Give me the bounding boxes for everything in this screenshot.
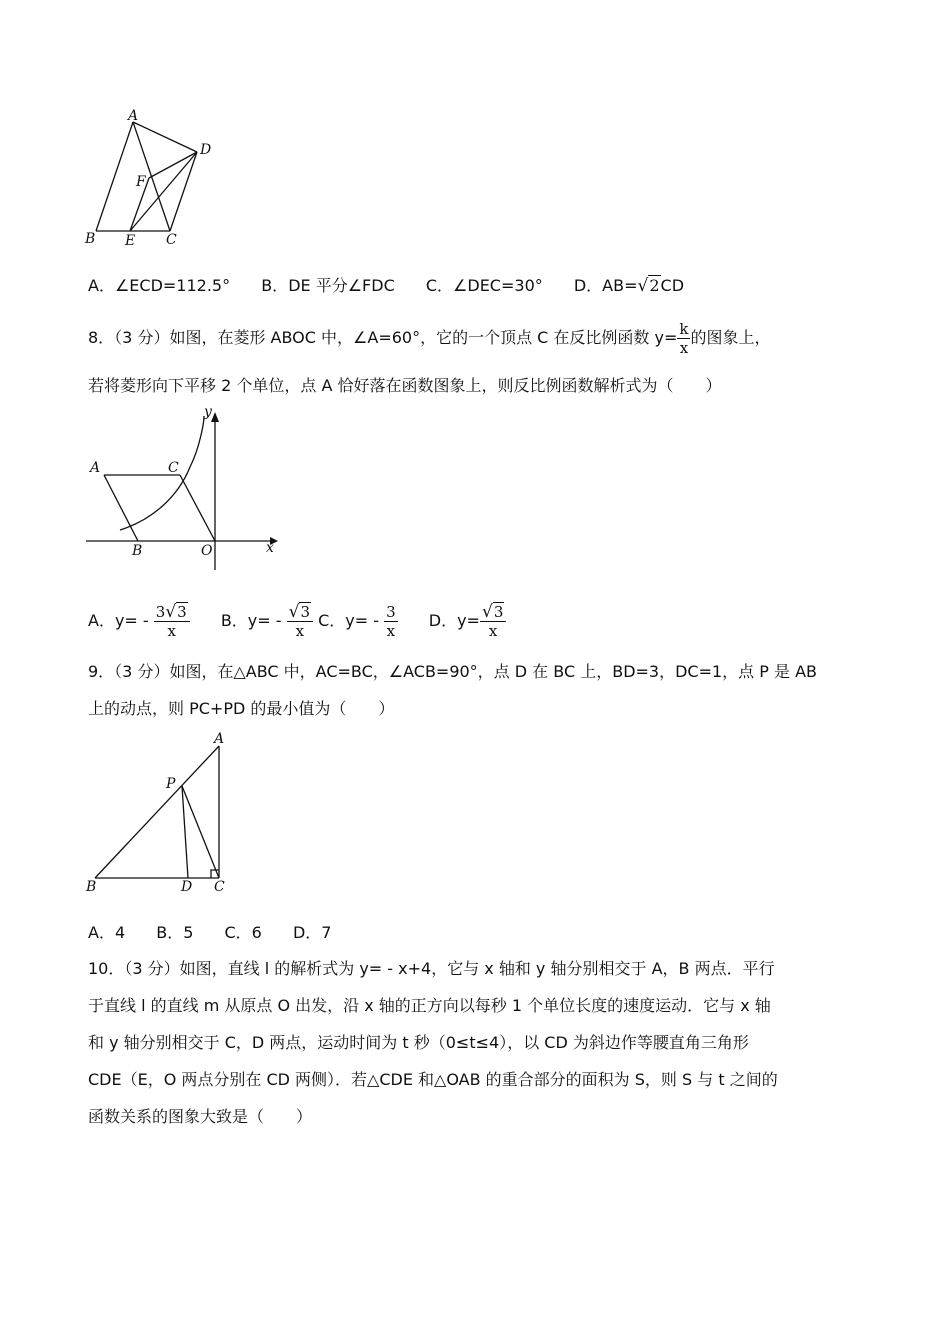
q9-segment-ab [95, 746, 219, 878]
q10-line-5: 函数关系的图象大致是（ ） [88, 1107, 313, 1126]
q7-segment-ab [96, 122, 133, 231]
q7-label-f: F [136, 174, 146, 190]
q8-label-b: B [132, 543, 143, 559]
q9-label-b: B [86, 879, 97, 895]
q9-line-2: 上的动点，则 PC+PD 的最小值为（ ） [88, 699, 395, 718]
q7-option-b: B．DE 平分∠FDC [261, 276, 395, 295]
q8-label-a: A [90, 460, 101, 476]
q7-label-d: D [200, 142, 212, 158]
q7-segment-ad [133, 122, 197, 152]
q8-line-2: 若将菱形向下平移 2 个单位，点 A 恰好落在函数图象上，则反比例函数解析式为（ ） [88, 376, 722, 395]
q9-options [88, 921, 331, 945]
q7-label-c: C [166, 232, 177, 248]
q8-label-o: O [201, 543, 213, 559]
q9-label-c: C [214, 879, 225, 895]
q9-option-d: D．7 [292, 923, 332, 942]
q7-option-d: D．AB=√2CD [573, 276, 685, 296]
q8-option-c: C．y= - $\frac{3}{x}$ [318, 603, 396, 640]
q7-label-a: A [128, 108, 139, 124]
q9-label-p: P [166, 776, 176, 792]
q10-line-4: CDE（E，O 两点分别在 CD 两侧）．若△CDE 和△OAB 的重合部分的面积为 S，则 S 与 t 之间的 [88, 1070, 778, 1089]
q8-options [88, 598, 506, 644]
q8-segment-ab [104, 475, 138, 541]
q9-option-b: B．5 [156, 923, 194, 942]
q7-option-a: A．∠ECD=112.5° [88, 276, 231, 295]
q10-line-2: 于直线 l 的直线 m 从原点 O 出发，沿 x 轴的正方向以每秒 1 个单位长度的速度运动．它与 x 轴 [88, 996, 771, 1015]
q7-label-e: E [125, 233, 136, 249]
q8-curve [120, 416, 204, 530]
q9-label-d: D [181, 879, 193, 895]
q8-option-a: A．y= - $\frac{3√3}{x}$ [88, 611, 190, 630]
q8-label-y: y [204, 404, 212, 420]
q7-segment-ed [130, 152, 197, 231]
q7-option-c: C．∠DEC=30° [425, 276, 543, 295]
q8-segment-co [180, 475, 215, 541]
q9-option-c: C．6 [224, 923, 262, 942]
q8-fraction: $\frac{k}{x}$ [679, 320, 689, 357]
q9-label-a: A [214, 731, 225, 747]
q7-label-b: B [85, 231, 96, 247]
q9-line-1: 9．（3 分）如图，在△ABC 中，AC=BC，∠ACB=90°，点 D 在 BC 上，BD=3，DC=1，点 P 是 AB [88, 662, 818, 681]
q7-figure [82, 108, 222, 253]
q7-options [88, 274, 684, 298]
q8-label-c: C [168, 460, 179, 476]
q8-label-x: x [266, 540, 274, 556]
q9-option-a: A．4 [88, 923, 126, 942]
q8-option-b: B．y= - $\frac{√3}{x}$ [221, 611, 313, 630]
q8-line-1: 8．（3 分）如图，在菱形 ABOC 中，∠A=60°，它的一个顶点 C 在反比例函数 y= $\frac{k}{x}$ 的图象上， [88, 320, 771, 357]
q10-line-3: 和 y 轴分别相交于 C，D 两点，运动时间为 t 秒（0≤t≤4），以 CD 为斜边作等腰直角三角形 [88, 1033, 749, 1052]
q9-figure [82, 728, 242, 898]
q8-figure [82, 402, 292, 577]
q10-line-1: 10．（3 分）如图，直线 l 的解析式为 y= - x+4，它与 x 轴和 y 轴分别相交于 A，B 两点．平行 [88, 959, 775, 978]
q8-option-d: D．y= $\frac{√3}{x}$ [429, 611, 507, 630]
